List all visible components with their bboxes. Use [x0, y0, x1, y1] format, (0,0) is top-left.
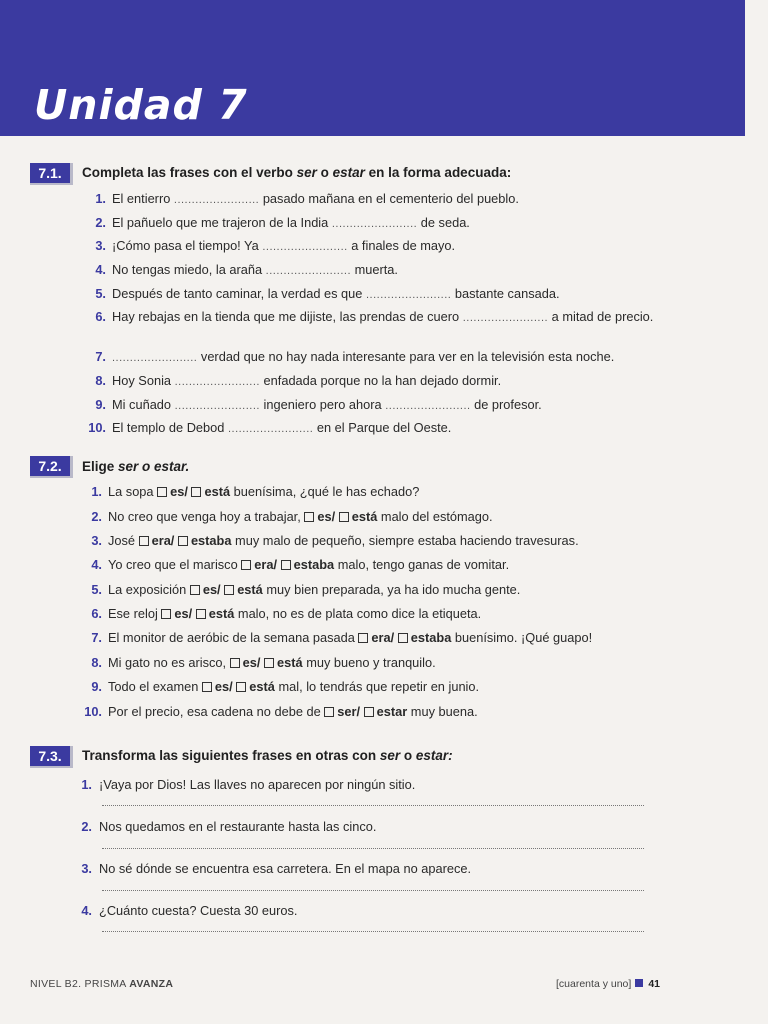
answer-line[interactable]	[102, 805, 644, 806]
heading-text: Elige	[82, 459, 119, 474]
exercise-heading-7-3	[82, 748, 453, 763]
list-item	[108, 557, 509, 572]
list-item	[108, 533, 579, 548]
item-text: en el Parque del Oeste.	[316, 420, 452, 435]
option-label: era/	[151, 533, 175, 548]
item-text: El monitor de aeróbic de la semana pasada	[108, 630, 355, 645]
answer-blank[interactable]	[174, 191, 259, 206]
option-label: estaba	[190, 533, 232, 548]
exercise-heading-7-1	[82, 165, 511, 180]
item-text: a finales de mayo.	[351, 238, 456, 253]
list-item	[112, 373, 501, 388]
item-number: 10.	[84, 704, 102, 719]
checkbox-option-1[interactable]	[304, 512, 314, 522]
heading-em-estar: estar:	[415, 748, 453, 763]
item-text: de profesor.	[474, 397, 542, 412]
answer-blank[interactable]	[266, 262, 351, 277]
answer-line[interactable]	[102, 931, 644, 932]
option-label: era/	[371, 630, 395, 645]
heading-em: ser o estar.	[118, 459, 190, 474]
item-number: 8.	[95, 373, 106, 388]
item-text: El templo de Debod	[112, 420, 225, 435]
item-text: a mitad de precio.	[551, 309, 654, 324]
option-label: era/	[254, 557, 278, 572]
item-text: bastante cansada.	[454, 286, 560, 301]
item-text: de seda.	[420, 215, 470, 230]
checkbox-option-1[interactable]	[241, 560, 251, 570]
item-number: 4.	[81, 903, 92, 918]
footer-text-bold: AVANZA	[129, 978, 174, 990]
answer-line[interactable]	[102, 848, 644, 849]
option-label: es/	[317, 509, 336, 524]
item-number: 2.	[91, 509, 102, 524]
item-number: 4.	[91, 557, 102, 572]
item-number: 9.	[91, 679, 102, 694]
item-text: malo del estómago.	[380, 509, 493, 524]
item-text: Mi cuñado	[112, 397, 172, 412]
answer-blank[interactable]	[228, 420, 313, 435]
heading-text: en la forma adecuada:	[364, 165, 512, 180]
item-text: malo, no es de plata como dice la etiqueta.	[237, 606, 482, 621]
answer-blank[interactable]	[463, 308, 548, 327]
item-text: pasado mañana en el cementerio del pueblo.	[262, 191, 519, 206]
option-label: es/	[202, 582, 221, 597]
option-label: está	[204, 484, 231, 499]
exercise-badge-7-2: 7.2.	[30, 456, 73, 478]
item-number: 2.	[95, 215, 106, 230]
list-item	[108, 704, 478, 719]
footer-page-info	[556, 978, 660, 990]
answer-blank[interactable]	[175, 373, 260, 388]
option-label: es/	[170, 484, 188, 499]
answer-blank[interactable]	[262, 238, 347, 253]
checkbox-option-1[interactable]	[358, 633, 368, 643]
item-text: muy bueno y tranquilo.	[306, 655, 436, 670]
answer-blank[interactable]	[385, 397, 470, 412]
item-number: 7.	[91, 630, 102, 645]
item-text: ingeniero pero ahora	[263, 397, 382, 412]
item-text: No creo que venga hoy a trabajar,	[108, 509, 301, 524]
item-text: verdad que no hay nada interesante para ver en la televisión esta noche.	[200, 349, 615, 364]
item-text: Todo el examen	[108, 679, 199, 694]
checkbox-option-1[interactable]	[161, 609, 171, 619]
item-text: Ese reloj	[108, 606, 158, 621]
list-item	[112, 397, 542, 412]
item-number: 6.	[91, 606, 102, 621]
list-item	[112, 215, 470, 230]
item-text: muy malo de pequeño, siempre estaba haciendo travesuras.	[235, 533, 579, 548]
checkbox-option-2[interactable]	[364, 707, 374, 717]
item-number: 1.	[95, 191, 106, 206]
item-text: Mi gato no es arisco,	[108, 655, 227, 670]
list-item	[112, 238, 455, 253]
item-number: 3.	[95, 238, 106, 253]
answer-line[interactable]	[102, 890, 644, 891]
item-number: 7.	[95, 349, 106, 364]
option-label: está	[249, 679, 275, 694]
checkbox-option-1[interactable]	[157, 487, 167, 497]
list-item	[108, 582, 520, 597]
option-label: estar	[376, 704, 408, 719]
item-text: La sopa	[108, 484, 154, 499]
heading-em-ser: ser	[296, 165, 317, 180]
exercise-badge-7-1: 7.1.	[30, 163, 73, 185]
page-number: 41	[648, 978, 660, 990]
item-text: José	[108, 533, 136, 548]
checkbox-option-2[interactable]	[264, 658, 274, 668]
checkbox-option-2[interactable]	[398, 633, 408, 643]
answer-blank[interactable]	[366, 286, 451, 301]
checkbox-option-1[interactable]	[324, 707, 334, 717]
item-number: 3.	[81, 861, 92, 876]
item-text: Después de tanto caminar, la verdad es que	[112, 286, 363, 301]
checkbox-option-2[interactable]	[339, 512, 349, 522]
item-text: El pañuelo que me trajeron de la India	[112, 215, 329, 230]
checkbox-option-2[interactable]	[236, 682, 246, 692]
heading-em-ser: ser	[379, 748, 401, 763]
item-number: 10.	[88, 420, 106, 435]
list-item	[108, 606, 481, 621]
item-text: Por el precio, esa cadena no debe de	[108, 704, 321, 719]
item-text: buenísima, ¿qué le has echado?	[233, 484, 420, 499]
list-item	[112, 262, 398, 277]
list-item	[108, 655, 436, 670]
checkbox-option-1[interactable]	[139, 536, 149, 546]
list-item	[112, 286, 560, 301]
heading-text: o	[316, 165, 333, 180]
checkbox-option-2[interactable]	[281, 560, 291, 570]
list-item	[108, 679, 479, 694]
option-label: estaba	[410, 630, 452, 645]
item-text: malo, tengo ganas de vomitar.	[337, 557, 510, 572]
footer-book-title	[30, 978, 173, 990]
option-label: es/	[174, 606, 193, 621]
heading-text: o	[400, 748, 416, 763]
checkbox-option-1[interactable]	[230, 658, 240, 668]
item-text: ¡Cómo pasa el tiempo! Ya	[112, 238, 259, 253]
item-text: Yo creo que el marisco	[108, 557, 238, 572]
item-number: 1.	[91, 484, 102, 499]
checkbox-option-1[interactable]	[190, 585, 200, 595]
unit-title: Unidad 7	[34, 81, 248, 129]
heading-em-estar: estar	[332, 165, 365, 180]
option-label: ser/	[337, 704, 361, 719]
item-number: 4.	[95, 262, 106, 277]
list-item	[112, 349, 614, 364]
item-text: Hay rebajas en la tienda que me dijiste, las prendas de cuero	[112, 309, 460, 324]
list-item	[112, 191, 519, 206]
list-item	[112, 308, 657, 327]
item-text: muy buena.	[410, 704, 478, 719]
item-number: 3.	[91, 533, 102, 548]
option-label: estaba	[293, 557, 335, 572]
page-number-words: [cuarenta y uno]	[556, 978, 632, 990]
item-text: enfadada porque no la han dejado dormir.	[263, 373, 502, 388]
item-number: 8.	[91, 655, 102, 670]
option-label: es/	[214, 679, 233, 694]
item-text: mal, lo tendrás que repetir en junio.	[278, 679, 480, 694]
exercise-badge-7-3: 7.3.	[30, 746, 73, 768]
item-number: 6.	[95, 309, 106, 324]
checkbox-option-2[interactable]	[196, 609, 206, 619]
list-item	[108, 630, 592, 645]
item-number: 5.	[91, 582, 102, 597]
option-label: está	[351, 509, 378, 524]
checkbox-option-1[interactable]	[202, 682, 212, 692]
list-item	[108, 484, 419, 499]
answer-blank[interactable]	[332, 215, 417, 230]
footer-text: NIVEL B2. PRISMA	[30, 978, 130, 990]
item-number: 9.	[95, 397, 106, 412]
item-number: 5.	[95, 286, 106, 301]
item-text: La exposición	[108, 582, 187, 597]
list-item	[108, 509, 493, 524]
list-item: Nos quedamos en el restaurante hasta las cinco.	[99, 819, 377, 834]
heading-text: Transforma las siguientes frases en otras con	[82, 748, 380, 763]
list-item: No sé dónde se encuentra esa carretera. En el mapa no aparece.	[99, 861, 472, 876]
checkbox-option-2[interactable]	[191, 487, 201, 497]
checkbox-option-2[interactable]	[178, 536, 188, 546]
list-item	[112, 420, 451, 435]
item-text: No tengas miedo, la araña	[112, 262, 263, 277]
item-text: muy bien preparada, ya ha ido mucha gente.	[266, 582, 521, 597]
answer-blank[interactable]	[175, 397, 260, 412]
option-label: es/	[242, 655, 261, 670]
list-item: ¿Cuánto cuesta? Cuesta 30 euros.	[99, 903, 298, 918]
checkbox-option-2[interactable]	[224, 585, 234, 595]
item-text: buenísimo. ¡Qué guapo!	[454, 630, 593, 645]
list-item: ¡Vaya por Dios! Las llaves no aparecen por ningún sitio.	[99, 777, 416, 792]
option-label: está	[237, 582, 263, 597]
answer-blank[interactable]	[112, 349, 197, 364]
option-label: está	[277, 655, 303, 670]
item-number: 2.	[81, 819, 92, 834]
unit-banner	[0, 0, 745, 136]
item-text: El entierro	[112, 191, 171, 206]
item-text: Hoy Sonia	[112, 373, 172, 388]
option-label: está	[208, 606, 235, 621]
square-icon	[635, 979, 643, 987]
item-number: 1.	[81, 777, 92, 792]
item-text: muerta.	[354, 262, 398, 277]
heading-text: Completa las frases con el verbo	[82, 165, 297, 180]
exercise-heading-7-2	[82, 459, 189, 474]
